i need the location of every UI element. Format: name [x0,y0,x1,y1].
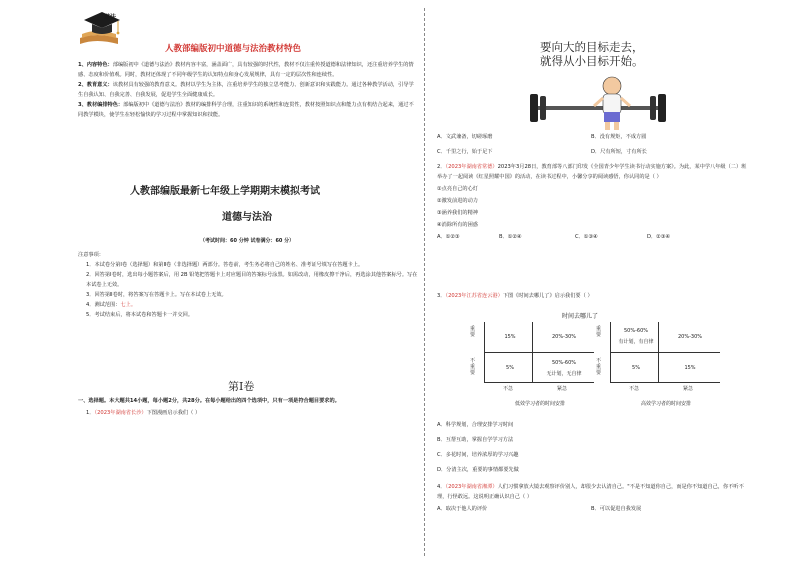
question-3-text: 3．（2023年江苏省连云港）下图《时间去哪儿了》启示我们要（ ） [437,293,593,299]
cell-value: 50%-60% [551,360,577,366]
option-c: C．千里之行，始于足下 [437,149,493,155]
note-item: 2．回答第Ⅰ卷时，选出每小题答案后，用 2B 铅笔把答题卡上对应题目的答案标号涂黑。如需改动，用橡皮擦干净后，再选涂其他答案标号。写在本试卷上无效。 [86,272,418,288]
q4-options [437,504,747,515]
chart-title: 时间去哪儿了 [562,313,599,320]
option-d: D．分清主次，重要的事情都要先做 [437,467,519,473]
question-2-text: 2．（2023年湖南省常德）2023年3月28日，教育部等八部门印发《全国青少年学生读书行动实施方案》。为此，某中学八年级（二）班举办了一起阅读《红星照耀中国》的活动，在读书过程中，小馨分享的阅读感悟，你认同的是（ ） [437,164,747,180]
cell-value: 20%-30% [677,334,703,340]
cell-note: 无计划，无自律 [546,371,582,377]
question-2 [437,162,747,243]
note-item: 4．测试范围：七上。 [86,302,137,308]
chart-caption: 低效学习者的时间安排 [514,401,565,407]
weightlifter-cartoon [528,70,668,132]
option-c: C．①③④ [575,234,598,240]
quadrant-line [532,322,533,382]
y-label-top: 重要 [596,326,602,338]
column-divider [424,8,425,556]
x-label-right: 紧急 [682,386,693,392]
intro-paragraph: 1、内容特色：部编版初中《道德与法治》教材内容丰富，涵盖面广，具有较强的时代性，教材不仅注重传授道德和法律知识，还注重培养学生的情感、态度和价值观。同时，教材还体现了不同年级学生的认知特点和身心发展规律，具有一定的层次性和连续性。 [78,62,414,78]
quadrant-line [658,322,659,382]
time-chart-high-efficiency [596,322,736,412]
option-c: C．多花时间，培养浓厚的学习兴趣 [437,452,519,458]
logo-label: 道法 [104,14,117,21]
x-label-left: 不急 [628,386,639,392]
option-b: B．可以促进自我发展 [591,506,642,512]
section-title: 第Ⅰ卷 [228,380,255,393]
note-item: 1．本试卷分第Ⅰ卷（选择题）和第Ⅱ卷（非选择题）两部分。答卷前，考生务必将自己的姓名、准考证号填写在答题卡上。 [86,262,364,268]
cell-note: 有计划，有自律 [618,339,654,345]
cell-value: 5% [632,365,640,371]
x-label-left: 不急 [502,386,513,392]
y-label-top: 重要 [470,326,476,338]
cell-value: 50%-60% [623,328,649,334]
q2-options [437,232,747,243]
option-b: B．互帮互助，掌握自学学习方法 [437,437,514,443]
question-4 [437,482,747,515]
graduation-cap-logo [78,8,124,48]
exam-info: （考试时间：60 分钟 试卷满分：60 分） [200,238,295,244]
intro-section [78,60,418,120]
note-item: 3．回答第Ⅱ卷时，将答案写在答题卡上。写在本试卷上无效。 [86,292,227,298]
q3-options [437,418,747,475]
quadrant-line [610,352,720,353]
option-a: A．取决于他人的评价 [437,506,488,512]
exam-subject: 道德与法治 [222,212,272,223]
x-label-right: 紧急 [556,386,567,392]
notes-section [78,250,418,320]
section-description: 一、选择题。本大题共14小题，每小题2分，共28分。在每小题给出的四个选项中，只有一项是符合题目要求的。 [78,398,340,404]
q2-item: ②激发前进的动力 [437,198,478,204]
quadrant-line [484,352,594,353]
notes-title: 注意事项： [78,252,104,258]
y-label-bottom: 不重要 [596,358,602,376]
q2-item: ①点亮自己的心灯 [437,186,478,192]
question-3 [437,291,747,301]
q1-options [437,132,747,158]
exam-title: 人教部编版最新七年级上学期期末模拟考试 [130,186,320,197]
question-4-text: 4．（2023年湖南省湘潭）人们习惯拿放大镜去观察评价别人，却很少去认清自己。"不是不知道你自己，而是你不知道自己，你不听不理，行怪敢远。这说明正确认识自己（ ） [437,484,744,500]
question-1: 1．（2023年湖南省长沙）下图漫画启示我们（ ） [86,410,201,416]
cell-value: 15% [504,334,516,340]
intro-paragraph: 3、教材编排特色：部编版初中《道德与法治》教材的编排科学合理，注重知识的系统性和连贯性，教材按照知识点和能力点有机结合起来，通过不同教学模块，使学生在轻松愉快的学习过程中掌握知识和技能。 [78,102,414,118]
section-desc-block [78,396,418,418]
intro-paragraph: 2、教育意义：该教材具有较强的教育意义。教材以学生为主体，注重培养学生的独立思考能力、创新意识和实践能力。通过各种教学活动，引导学生自我认知、自我完善、自我发展，促进学生全面健康成长。 [78,82,414,98]
x-axis [484,382,594,383]
x-axis [610,382,720,383]
q2-item: ④消除所有的困惑 [437,222,478,228]
option-d: D．尺有所短，寸有所长 [591,149,647,155]
option-b: B．①②④ [499,234,522,240]
option-b: B．没有规矩，不成方圆 [591,134,647,140]
option-d: D．②③④ [647,234,671,240]
option-a: A．科学规划，合理安排学习时间 [437,422,514,428]
time-chart-low-efficiency [470,322,610,412]
cell-value: 15% [684,365,696,371]
y-label-bottom: 不重要 [470,358,476,376]
header-title: 人教部编版初中道德与法治教材特色 [165,44,302,54]
q2-item: ③涵养我们的精神 [437,210,478,216]
cell-value: 5% [506,365,514,371]
cell-value: 20%-30% [551,334,577,340]
option-a: A．①②③ [437,234,460,240]
option-a: A．文武兼备，切磋琢磨 [437,134,493,140]
cartoon-slogan: 要向大的目标走去， 就得从小目标开始。 [540,40,644,68]
chart-caption: 高效学习者的时间安排 [640,401,691,407]
note-item: 5．考试结束后，将本试卷和答题卡一并交回。 [86,312,194,318]
